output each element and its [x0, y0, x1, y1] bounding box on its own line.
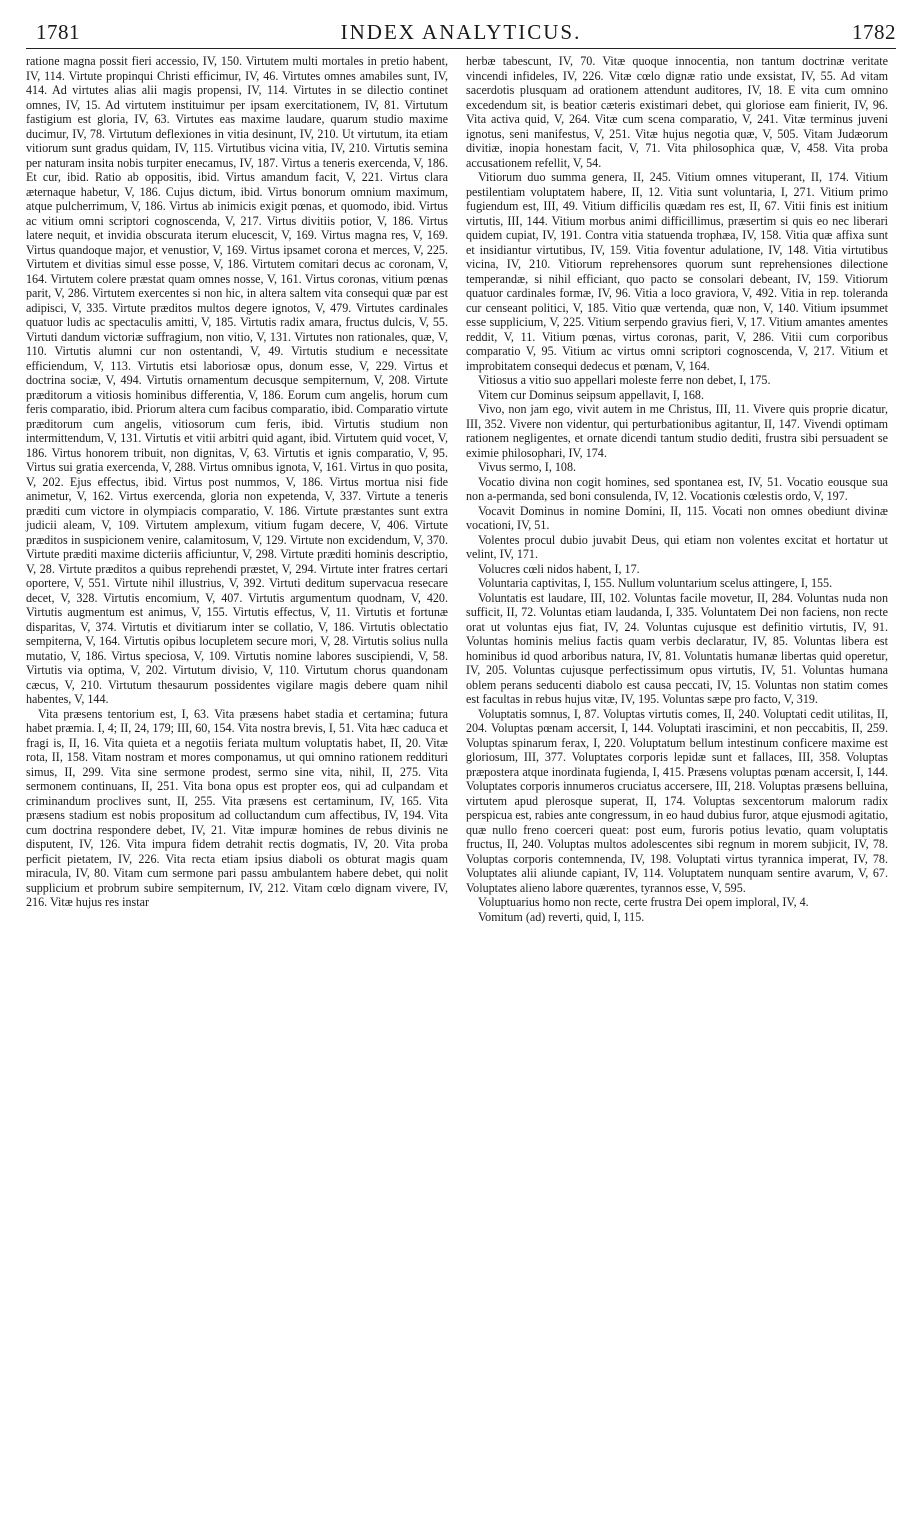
index-entry: Vocavit Dominus in nomine Domini, II, 115. Vocati non omnes obediunt divinæ vocationi, IV, 51. [466, 503, 888, 532]
index-entry: Vitiorum duo summa genera, II, 245. Vitium omnes vituperant, II, 174. Vitium pestilentiam voluptatem habere, II, 12. Vitia sunt voluntaria, I, 271. Vitium primo fugiendum est, III, 49. Vitium difficilis quædam res est, II, 67. Vitii finis est initium virtutis, III, 144. Vitium morbus animi difficillimus, præsertim si quis eo nec liberari quidem cupiat, IV, 191. Contra vitia statuenda trophæa, IV, 158. Vitia quæ affixa sunt et insidiantur virtutibus, IV, 159. Vitia foventur adulatione, IV, 148. Vitia virtutibus vicina, IV, 210. Vitiorum reprehensores quorum sunt reprehensiones dilectione temperandæ, si nihil efficiant, quo pacto se consolari debeant, IV, 159. Vitiorum quatuor cardinales formæ, IV, 96. Vitia a loco graviora, V, 492. Vitia in rep. toleranda cur censeant politici, V, 185. Vitio quæ vertenda, quæ non, V, 140. Vitium ipsummet esse supplicium, V, 225. Vitium serpendo gravius fieri, V, 17. Vitium amantes amentes reddit, V, 11. Vitium pœnas, virtus coronas, parit, V, 286. Vitii cum corporibus comparatio V, 95. Vitium ac virtus omni scriptori cognoscenda, V, 217. Vitium et improbitatem consequi dedecus et pœnam, V, 164. [466, 170, 888, 373]
index-entry: Vocatio divina non cogit homines, sed spontanea est, IV, 51. Vocatio eousque sua non a-permanda, sed boni consulenda, IV, 12. Vocationis cœlestis ordo, V, 197. [466, 474, 888, 503]
index-entry: Vivus sermo, I, 108. [478, 460, 577, 474]
index-entry: Vita præsens tentorium est, I, 63. Vita præsens habet stadia et certamina; futura habet præmia. I, 4; II, 24, 179; III, 60, 154. Vita nostra brevis, I, 51. Vita hæc caduca et fragi is, II, 16. Vita quieta et a negotiis feriata multum voluptatis habet, II, 20. Vitæ rota, II, 158. Vitam nostram et mores componamus, ut qui omnino rationem reddituri simus, II, 299. Vita sine sermone prodest, sermo sine vita, nihil, II, 275. Vita sermonem continuans, II, 251. Vita bona opus est propter eos, qui ad culpandam et criminandum proclives sunt, II, 255. Vita præsens est certaminum, IV, 165. Vita præsens stadium est nobis propositum ad colluctandum cum affectibus, IV, 194. Vita cum doctrina respondere debet, IV, 21. Vitæ impuræ homines de rebus divinis ne disputent, IV, 126. Vita impura fidem detrahit rectis dogmatis, IV, 20. Vita proba perficit pietatem, IV, 226. Vita recta etiam ipsius diaboli os obturat magis quam miracula, IV, 80. Vitam cum sermone pari passu ambulantem habere debet, qui nolit supplicium et probrum subire sempiternum, IV, 212. Vitam cœlo dignam vivere, IV, 216. Vitæ hujus res instar [26, 706, 448, 909]
right-column [466, 54, 888, 924]
left-column [26, 54, 448, 910]
index-entry: Voluptuarius homo non recte, certe frustra Dei opem imploral, IV, 4. [478, 895, 809, 909]
left-page-number: 1781 [36, 20, 80, 44]
index-entry: Vitem cur Dominus seipsum appellavit, I, 168. [478, 387, 704, 402]
page-header [26, 18, 896, 49]
index-entry: ratione magna possit fieri accessio, IV, 150. Virtutem multi mortales in pretio habent, IV, 114. Virtute propinqui Christi efficimur, IV, 46. Virtutes omnes amabiles sunt, IV, 414. Ad virtutes alias alii magis propensi, IV, 114. Virtutes in se dilectio continet omnes, IV, 15. Ad virtutem instituimur per ipsam exercitationem, IV, 81. Virtutum fastigium est gloria, IV, 63. Virtutes eas maxime laudare, quarum studio maxime ducimur, IV, 78. Virtutum deflexiones in vitia desinunt, IV, 210. Ut virtutum, ita etiam vitiorum sunt gradus quidam, IV, 115. Virtutibus vicina vitia, IV, 210. Virtutis semina per naturam insita nobis turpiter enecamus, IV, 187. Virtus a teneris exercenda, V, 186. Et cur, ibid. Ratio ab oppositis, ibid. Virtus amandum facit, V, 221. Virtus clara æternaque habetur, V, 186. Cujus dictum, ibid. Virtus bonorum omnium maximum, atque pulcherrimum, V, 186. Virtus ab inimicis exigit pœnas, et quomodo, ibid. Virtus ac vitium omni scriptori cognoscenda, V, 217. Virtus divitiis potior, V, 186. Virtus latere nequit, et invidia obscurata iterum elucescit, V, 169. Virtus magna res, V, 169. Virtus quandoque major, et venustior, V, 169. Virtus ipsamet corona et merces, V, 225. Virtutem et divitias simul esse posse, V, 186. Virtutem comitari decus ac coronam, V, 164. Virtutem colere præstat quam omnes nosse, V, 161. Virtus coronas, vitium pœnas parit, V, 286. Virtutem exercentes si non hic, in altera saltem vita consequi quæ par est adipisci, V, 335. Virtute præditos multos degere ignotos, V, 479. Virtutes cardinales quatuor ludis ac spectaculis amitti, V, 185. Virtutis radix amara, fructus dulcis, V, 55. Virtuti dandum victoriæ suffragium, non vitio, V, 131. Virtutes non rationales, quæ, V, 110. Virtutis alumni cur non ostentandi, V, 49. Virtutis studium e necessitate efficiendum, V, 113. Virtutis etsi laboriosæ opus, donum esse, V, 229. Virtus et doctrina sociæ, V, 494. Virtutis ornamentum decusque sempiternum, V, 208. Virtute præditorum a vitiosis hominibus differentia, V, 186. Eorum cum angelis, horum cum feris comparatio, ibid. Priorum altera cum facibus comparatio, ibid. Comparatio virtute præditorum cum angelis, vitiosorum cum feris, ibid. Virtutis studium non intermittendum, V, 131. Virtutis et vitii arbitri quid agant, ibid. Virtutem quid vocet, V, 186. Virtus honorem tribuit, non dignitas, V, 63. Virtutis et ignis comparatio, V, 95. Virtus sui gratia exercenda, V, 288. Virtus omnibus ignota, V, 161. Virtus in quo posita, V, 202. Ejus effectus, ibid. Virtus post nummos, V, 186. Virtus mortua nisi fide animetur, V, 162. Virtus exercenda, gloria non expetenda, V, 337. Virtute a teneris præditi cum victore in olympiacis comparatio, V. 186. Virtute præstantes sunt extra judicii aleam, V, 109. Virtutem amplexum, vitium fugam decere, V, 406. Virtute præditos in suspicionem venire, calamitosum, V, 129. Virtute non excidendum, V, 370. Virtute præditi maxime dicteriis afficiuntur, V, 298. Virtute præditi hominis descriptio, V, 28. Virtute præditos a quibus reprehendi præstet, V, 294. Virtute inter fratres certari oportere, V, 551. Virtute nihil illustrius, V, 392. Virtuti deditum supervacua resecare decet, V, 328. Virtutis encomium, V, 407. Virtutis argumentum quodnam, V, 420. Virtutis augmentum est animus, V, 155. Virtutis effectus, V, 11. Virtutis et fortunæ disparitas, V, 374. Virtutis et divitiarum inter se collatio, V, 186. Virtutis oblectatio sempiterna, V, 164. Virtutis opibus locupletem secure mori, V, 28. Virtutis solius nulla mutatio, V, 186. Virtus speciosa, V, 109. Virtutis nomine labores suscipiendi, V, 58. Virtutis via optima, V, 202. Virtutum divisio, V, 110. Virtutum chorus quandonam cæcus, V, 210. Virtutum thesaurum possidentes vigilare magis debere quam nihil habentes, V, 144. [26, 54, 448, 706]
index-entry: Voluptatis somnus, I, 87. Voluptas virtutis comes, II, 240. Voluptati cedit utilitas, II, 204. Voluptas pœnam accersit, I, 144. Voluptati irascimini, et non peccabitis, II, 259. Voluptas spinarum ferax, I, 220. Voluptatum bellum intestinum conficere maxime est gloriosum, III, 377. Voluptates corporis lepidæ sunt et fallaces, III, 358. Voluptas præpostera atque inordinata fugienda, I, 415. Præsens voluptas pœnam accersit, I, 144. Voluptates corporis innumeros cruciatus accersere, III, 218. Voluptas præsens belluina, virtutem apud plerosque superat, II, 174. Voluptas sexcentorum malorum radix perspicua est, rabies ante congressum, in eo haud dubius furor, atque ejusmodi agitatio, quæ nullo freno coerceri queat: post eum, furoris potius levatio, quam voluptatis fructus, II, 240. Voluptas multos adolescentes sibi regnum in morem subjicit, IV, 78. Voluptas corporis contemnenda, IV, 198. Voluptati virtus tyrannica imperat, IV, 78. Voluptates alii aliunde capiant, IV, 114. Voluptatem nunquam sentire avarum, V, 67. Voluptates alieno labore quærentes, tyrannos esse, V, 595. [466, 706, 889, 895]
index-entry: Vomitum (ad) reverti, quid, I, 115. [478, 909, 645, 924]
index-entry: Volentes procul dubio juvabit Deus, qui etiam non volentes excitat et hortatur ut velint, IV, 171. [466, 532, 888, 561]
index-entry: Vivo, non jam ego, vivit autem in me Christus, III, 11. Vivere quis proprie dicatur, III, 352. Vivere non videntur, qui perturbationibus agitantur, II, 147. Vivendi optimam rationem negligentes, et ornate dicendi tantum studio dediti, frustra sibi persuadent se eximie philosophari, IV, 174. [466, 402, 888, 460]
right-page-number: 1782 [852, 20, 896, 44]
index-entry: Voluntaria captivitas, I, 155. Nullum voluntarium scelus attingere, I, 155. [478, 576, 833, 590]
index-entry: herbæ tabescunt, IV, 70. Vitæ quoque innocentia, non tantum doctrinæ veritate vincendi infideles, IV, 226. Vitæ cœlo dignæ ratio unde exsistat, IV, 55. Ad vitam sacerdotis plusquam ad orationem attendunt auditores, IV, 18. E vita cum omnino excedendum sit, is beatior cæteris existimari debet, qui gloriose eam finierit, IV, 96. Vita activa quid, V, 264. Vitæ cum scena comparatio, V, 241. Vitæ terminus juveni ignotus, seni manifestus, V, 251. Vitæ hujus negotia quæ, V, 505. Vitam Judæorum divitiæ, inopia honestam facit, V, 71. Vita philosophica quæ, V, 458. Vita proba accusationem refellit, V, 54. [466, 54, 888, 170]
page [26, 18, 896, 924]
index-entry: Vitiosus a vitio suo appellari moleste ferre non debet, I, 175. [478, 373, 771, 387]
index-entry: Volucres cœli nidos habent, I, 17. [478, 561, 640, 576]
index-entry: Voluntatis est laudare, III, 102. Voluntas facile movetur, II, 284. Voluntas nuda non sufficit, II, 72. Voluntas etiam laudanda, I, 335. Voluntatem Dei non faciens, non recte orat ut voluntas ejus fiat, IV, 24. Voluntas cujusque est definitio virtutis, IV, 91. Voluntas hominis melius factis quam verbis declaratur, IV, 85. Voluntas libera est hominibus id quod arboribus natura, IV, 81. Voluntatis humanæ libertas quid operetur, IV, 205. Voluntas cujusque perfectissimum opus virtutis, IV, 51. Voluntas humana oblem perans seducenti diabolo est causa peccati, IV, 15. Voluntas non statim comes est facultas in rebus hujus vitæ, IV, 195. Voluntas sæpe pro facto, V, 319. [466, 590, 888, 706]
running-title: INDEX ANALYTICUS. [340, 20, 582, 44]
